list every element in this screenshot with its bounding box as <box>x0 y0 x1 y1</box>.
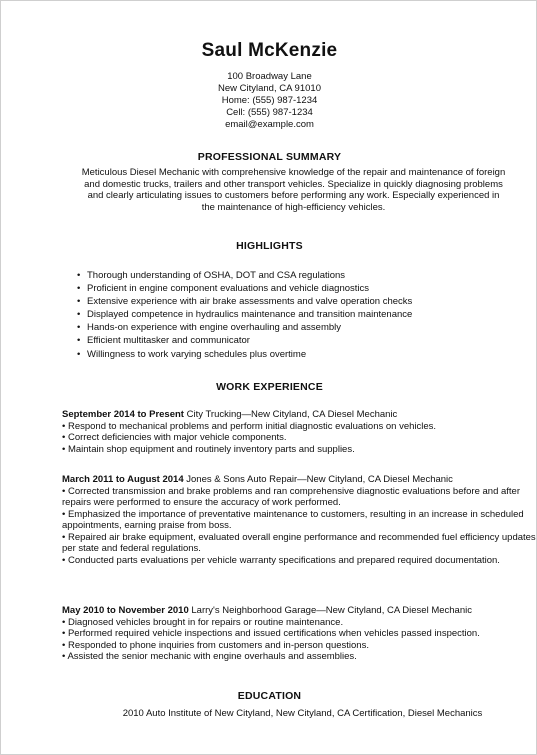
bullet-icon: • <box>77 296 81 308</box>
job-details: Jones & Sons Auto Repair—New Cityland, CA Diesel Mechanic <box>183 474 453 485</box>
highlights-heading: HIGHLIGHTS <box>236 240 303 252</box>
contact-block <box>1 71 537 131</box>
bullet-icon: • <box>77 283 81 295</box>
summary-line: the maintenance of high-efficiency vehicles. <box>201 201 386 213</box>
bullet-icon: • <box>77 348 81 360</box>
job-bullet: • Maintain shop equipment and routinely inventory parts and supplies. <box>62 443 355 455</box>
job-entry <box>62 409 537 455</box>
experience-heading: WORK EXPERIENCE <box>216 381 323 393</box>
education-line: 2010 Auto Institute of New Cityland, New Cityland, CA Certification, Diesel Mechanics <box>122 708 483 719</box>
address-line-1: 100 Broadway Lane <box>227 71 312 82</box>
email: email@example.com <box>225 119 314 130</box>
job-header <box>62 409 537 421</box>
job-bullet: • Responded to phone inquiries from customers and in-person questions. <box>62 639 369 651</box>
list-item: • Willingness to work varying schedules plus overtime <box>77 348 307 360</box>
job-bullet: • Assisted the senior mechanic with engine overhauls and assemblies. <box>62 651 357 662</box>
list-item: • Proficient in engine component evaluations and vehicle diagnostics <box>77 283 370 295</box>
job-header <box>62 605 537 617</box>
job-bullet: • Performed required vehicle inspections and issued certifications when vehicles passed inspection. <box>62 628 480 639</box>
summary-line: Meticulous Diesel Mechanic with comprehensive knowledge of the repair and maintenance of foreign <box>81 167 506 178</box>
summary-line: and clearly articulating issues to customers before performing any work. Especially experienced in <box>87 190 500 201</box>
bullet-icon: • <box>77 309 81 321</box>
bullet-icon: • <box>77 335 81 347</box>
summary-heading: PROFESSIONAL SUMMARY <box>197 151 342 163</box>
job-bullet: • Emphasized the importance of preventative maintenance to customers, resulting in an increase in scheduled appointments, earning praise from boss. <box>62 508 524 531</box>
home-phone: Home: (555) 987-1234 <box>221 95 318 106</box>
bullet-icon: • <box>77 270 81 281</box>
job-header <box>62 474 537 486</box>
bullet-icon: • <box>77 322 81 334</box>
list-item: • Displayed competence in hydraulics maintenance and transition maintenance <box>77 309 413 321</box>
address-line-2: New Cityland, CA 91010 <box>218 83 321 94</box>
candidate-name: Saul McKenzie <box>201 40 338 61</box>
job-bullet: • Corrected transmission and brake problems and ran comprehensive diagnostic evaluations before and after repairs were performed to ensure the accuracy of work performed. <box>62 485 520 508</box>
summary-line: and domestic trucks, trailers and other transport vehicles. Specialize in quickly diagnosing problems <box>84 178 503 190</box>
job-bullet: • Correct deficiencies with major vehicle components. <box>62 432 287 443</box>
highlights-list <box>77 269 412 361</box>
job-entry <box>62 474 537 566</box>
summary-text <box>41 167 537 213</box>
list-item: • Thorough understanding of OSHA, DOT and CSA regulations <box>77 270 346 281</box>
job-bullet: • Conducted parts evaluations per vehicle warranty specifications and prepared required documentation. <box>62 554 500 566</box>
job-dates: September 2014 to Present <box>62 409 184 420</box>
cell-phone: Cell: (555) 987-1234 <box>226 107 313 118</box>
job-dates: May 2010 to November 2010 <box>62 605 189 616</box>
education-heading: EDUCATION <box>237 690 302 702</box>
job-details: City Trucking—New Cityland, CA Diesel Mechanic <box>183 409 398 420</box>
job-bullet: • Diagnosed vehicles brought in for repairs or routine maintenance. <box>62 616 344 628</box>
job-bullet: • Repaired air brake equipment, evaluated overall engine performance and recommended fuel efficiency updates per state and federal regulations. <box>62 531 536 554</box>
list-item: • Efficient multitasker and communicator <box>77 335 250 347</box>
job-dates: March 2011 to August 2014 <box>62 474 184 485</box>
job-details: Larry's Neighborhood Garage—New Cityland, CA Diesel Mechanic <box>188 605 472 616</box>
job-entry <box>62 605 537 663</box>
list-item: • Hands-on experience with engine overhauling and assembly <box>77 322 342 334</box>
job-bullet: • Respond to mechanical problems and perform initial diagnostic evaluations on vehicles. <box>62 420 437 432</box>
list-item: • Extensive experience with air brake assessments and valve operation checks <box>77 296 413 308</box>
